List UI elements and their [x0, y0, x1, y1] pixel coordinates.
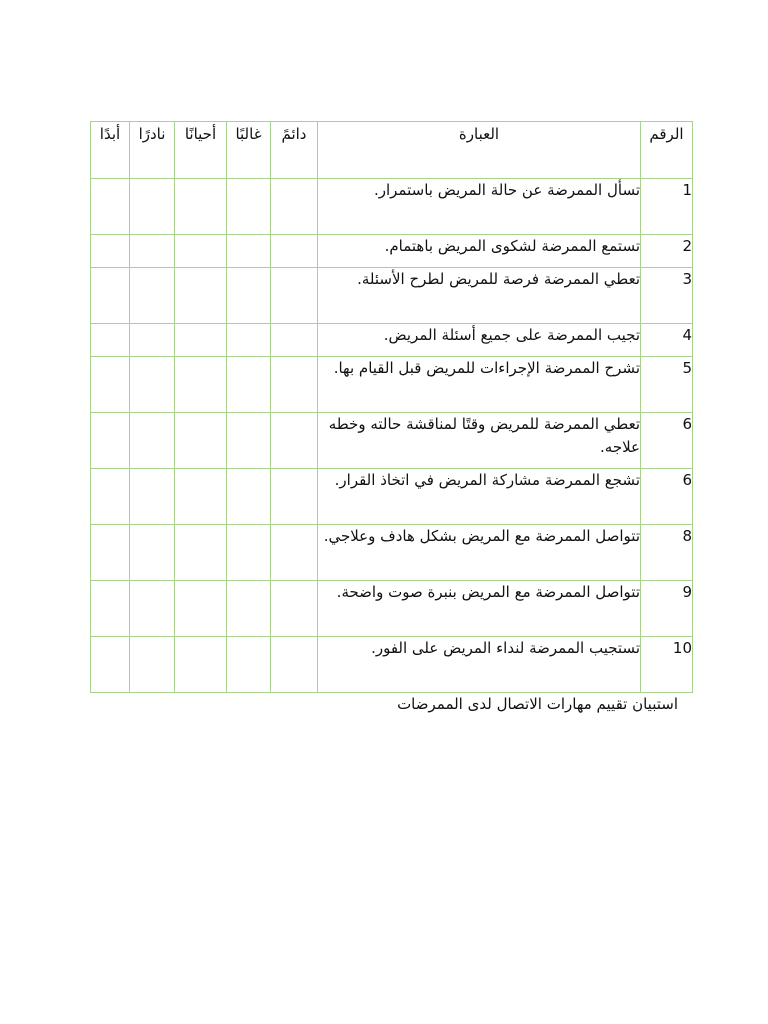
table-row [91, 525, 693, 581]
answer-cell-often[interactable] [227, 235, 271, 268]
answer-cell-often[interactable] [227, 581, 271, 637]
answer-cell-often[interactable] [227, 469, 271, 525]
answer-cell-never[interactable] [91, 413, 130, 469]
header-sometimes: أحيانًا [175, 122, 227, 179]
answer-cell-never[interactable] [91, 581, 130, 637]
row-number: 1 [641, 179, 693, 235]
answer-cell-often[interactable] [227, 268, 271, 324]
row-statement: تشرح الممرضة الإجراءات للمريض قبل القيام بها. [318, 357, 641, 413]
answer-cell-rarely[interactable] [130, 581, 175, 637]
answer-cell-never[interactable] [91, 469, 130, 525]
answer-cell-often[interactable] [227, 357, 271, 413]
answer-cell-sometimes[interactable] [175, 413, 227, 469]
answer-cell-rarely[interactable] [130, 324, 175, 357]
row-statement: تتواصل الممرضة مع المريض بشكل هادف وعلاجي. [318, 525, 641, 581]
answer-cell-rarely[interactable] [130, 179, 175, 235]
answer-cell-sometimes[interactable] [175, 581, 227, 637]
table-row [91, 469, 693, 525]
row-number: 4 [641, 324, 693, 357]
header-statement: العبارة [318, 122, 641, 179]
answer-cell-often[interactable] [227, 179, 271, 235]
row-number: 8 [641, 525, 693, 581]
row-statement: تتواصل الممرضة مع المريض بنبرة صوت واضحة. [318, 581, 641, 637]
answer-cell-always[interactable] [271, 268, 318, 324]
table-row [91, 357, 693, 413]
answer-cell-always[interactable] [271, 469, 318, 525]
answer-cell-rarely[interactable] [130, 235, 175, 268]
row-statement: تعطي الممرضة للمريض وقتًا لمناقشة حالته وخطه علاجه. [318, 413, 641, 469]
row-number: 2 [641, 235, 693, 268]
answer-cell-rarely[interactable] [130, 637, 175, 693]
row-number: 6 [641, 413, 693, 469]
answer-cell-always[interactable] [271, 637, 318, 693]
row-number: 5 [641, 357, 693, 413]
answer-cell-sometimes[interactable] [175, 324, 227, 357]
header-often: غالبًا [227, 122, 271, 179]
answer-cell-always[interactable] [271, 525, 318, 581]
answer-cell-sometimes[interactable] [175, 469, 227, 525]
row-statement: تسأل الممرضة عن حالة المريض باستمرار. [318, 179, 641, 235]
answer-cell-never[interactable] [91, 357, 130, 413]
answer-cell-never[interactable] [91, 525, 130, 581]
answer-cell-never[interactable] [91, 324, 130, 357]
answer-cell-often[interactable] [227, 324, 271, 357]
answer-cell-often[interactable] [227, 525, 271, 581]
answer-cell-rarely[interactable] [130, 357, 175, 413]
table-row [91, 235, 693, 268]
answer-cell-rarely[interactable] [130, 525, 175, 581]
answer-cell-always[interactable] [271, 324, 318, 357]
questionnaire-table [90, 121, 693, 693]
row-statement: تجيب الممرضة على جميع أسئلة المريض. [318, 324, 641, 357]
table-header-row [91, 122, 693, 179]
row-number: 6 [641, 469, 693, 525]
answer-cell-rarely[interactable] [130, 413, 175, 469]
answer-cell-sometimes[interactable] [175, 179, 227, 235]
answer-cell-never[interactable] [91, 637, 130, 693]
table-row [91, 581, 693, 637]
row-number: 10 [641, 637, 693, 693]
answer-cell-sometimes[interactable] [175, 357, 227, 413]
answer-cell-always[interactable] [271, 179, 318, 235]
header-number: الرقم [641, 122, 693, 179]
header-always: دائمً [271, 122, 318, 179]
answer-cell-never[interactable] [91, 179, 130, 235]
table-row [91, 324, 693, 357]
table-row [91, 268, 693, 324]
answer-cell-never[interactable] [91, 235, 130, 268]
answer-cell-often[interactable] [227, 413, 271, 469]
table-caption: استبيان تقييم مهارات الاتصال لدى الممرضات [397, 695, 678, 713]
answer-cell-always[interactable] [271, 357, 318, 413]
answer-cell-always[interactable] [271, 413, 318, 469]
answer-cell-sometimes[interactable] [175, 525, 227, 581]
answer-cell-rarely[interactable] [130, 268, 175, 324]
row-statement: تعطي الممرضة فرصة للمريض لطرح الأسئلة. [318, 268, 641, 324]
table-row [91, 637, 693, 693]
header-rarely: نادرًا [130, 122, 175, 179]
answer-cell-sometimes[interactable] [175, 268, 227, 324]
answer-cell-always[interactable] [271, 581, 318, 637]
row-number: 9 [641, 581, 693, 637]
answer-cell-never[interactable] [91, 268, 130, 324]
row-number: 3 [641, 268, 693, 324]
table-row [91, 413, 693, 469]
answer-cell-sometimes[interactable] [175, 637, 227, 693]
row-statement: تشجع الممرضة مشاركة المريض في اتخاذ القرار. [318, 469, 641, 525]
header-never: أبدًا [91, 122, 130, 179]
answer-cell-rarely[interactable] [130, 469, 175, 525]
answer-cell-often[interactable] [227, 637, 271, 693]
row-statement: تستمع الممرضة لشكوى المريض باهتمام. [318, 235, 641, 268]
answer-cell-always[interactable] [271, 235, 318, 268]
table-row [91, 179, 693, 235]
answer-cell-sometimes[interactable] [175, 235, 227, 268]
row-statement: تستجيب الممرضة لنداء المريض على الفور. [318, 637, 641, 693]
